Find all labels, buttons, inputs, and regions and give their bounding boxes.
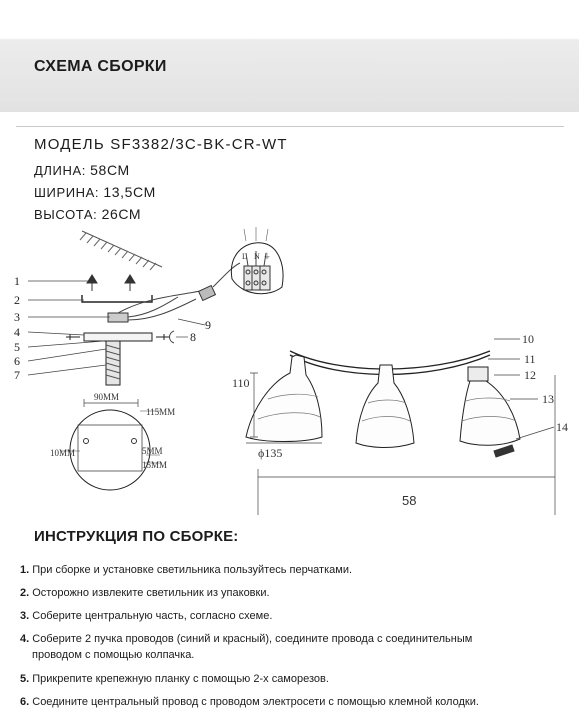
step-number: 5. bbox=[20, 673, 30, 685]
instructions-title: ИНСТРУКЦИЯ ПО СБОРКЕ: bbox=[34, 528, 239, 545]
header-band bbox=[0, 0, 579, 112]
part-label-3: 3 bbox=[14, 310, 20, 324]
instruction-step bbox=[20, 671, 479, 687]
dim-overall-length: 58 bbox=[402, 493, 417, 508]
step-text: Соберите 2 пучка проводов (синий и красный), соедините провода с соединительным bbox=[32, 633, 473, 645]
instructions-list bbox=[20, 562, 479, 717]
spec-height-label: ВЫСОТА: bbox=[34, 207, 98, 222]
part-label-4: 4 bbox=[14, 325, 20, 339]
instruction-step bbox=[20, 562, 479, 578]
part-label-14: 14 bbox=[556, 420, 568, 434]
step-text: Осторожно извлеките светильник из упаковки. bbox=[32, 587, 270, 599]
shade-center bbox=[356, 365, 414, 448]
dim-hole-right: 5MM bbox=[142, 446, 163, 456]
spec-width-value: 13,5СМ bbox=[103, 184, 156, 200]
part-label-6: 6 bbox=[14, 354, 20, 368]
page-title: СХЕМА СБОРКИ bbox=[34, 58, 167, 75]
part-label-7: 7 bbox=[14, 368, 20, 382]
step-number: 6. bbox=[20, 696, 30, 708]
instruction-step bbox=[20, 585, 479, 601]
instruction-step bbox=[20, 608, 479, 624]
part-label-11: 11 bbox=[524, 352, 536, 366]
spec-length-value: 58СМ bbox=[90, 162, 130, 178]
step-text: Прикрепите крепежную планку с помощью 2-х саморезов. bbox=[32, 673, 329, 685]
mounting-bracket bbox=[82, 295, 152, 302]
part-label-2: 2 bbox=[14, 293, 20, 307]
spec-height-value: 26СМ bbox=[101, 206, 142, 222]
terminal-label-n: N bbox=[254, 252, 260, 261]
central-plate bbox=[66, 331, 174, 385]
part-label-10: 10 bbox=[522, 332, 534, 346]
dim-bottom: 15MM bbox=[142, 460, 168, 470]
instruction-step bbox=[20, 694, 479, 710]
dim-hole-left: 10MM bbox=[50, 448, 76, 458]
spec-height bbox=[34, 206, 141, 222]
shade-right bbox=[460, 367, 520, 457]
spec-width bbox=[34, 184, 156, 200]
dim-shade-diameter: ϕ135 bbox=[258, 446, 283, 460]
step-number: 4. bbox=[20, 633, 30, 645]
dim-plate-width: 90MM bbox=[94, 392, 120, 402]
dim-plate-outer: 115MM bbox=[146, 407, 176, 417]
step-number: 3. bbox=[20, 610, 30, 622]
terminal-label-l: L bbox=[242, 252, 247, 261]
step-number: 1. bbox=[20, 564, 30, 576]
divider bbox=[16, 126, 564, 127]
shade-left bbox=[246, 355, 322, 442]
part-label-9: 9 bbox=[205, 318, 211, 332]
part-label-1: 1 bbox=[14, 274, 20, 288]
step-text: Соедините центральный провод с проводом электросети с помощью клемной колодки. bbox=[32, 696, 479, 708]
step-text-continued: проводом с помощью колпачка. bbox=[32, 649, 195, 661]
step-text: Соберите центральную часть, согласно схеме. bbox=[32, 610, 273, 622]
ceiling-hatch bbox=[80, 231, 162, 270]
part-label-5: 5 bbox=[14, 340, 20, 354]
spec-length-label: ДЛИНА: bbox=[34, 163, 86, 178]
part-label-13: 13 bbox=[542, 392, 554, 406]
step-text: При сборке и установке светильника пользуйтесь перчатками. bbox=[32, 564, 353, 576]
instruction-step bbox=[20, 631, 479, 663]
step-number: 2. bbox=[20, 587, 30, 599]
screws bbox=[87, 275, 135, 291]
terminal-inset bbox=[231, 227, 283, 294]
model-name: МОДЕЛЬ SF3382/3C-BK-CR-WT bbox=[34, 136, 288, 153]
dim-shade-height: 110 bbox=[232, 376, 250, 390]
spec-width-label: ШИРИНА: bbox=[34, 185, 100, 200]
part-label-12: 12 bbox=[524, 368, 536, 382]
spec-length bbox=[34, 162, 130, 178]
part-label-8: 8 bbox=[190, 330, 196, 344]
terminal-block bbox=[108, 263, 240, 322]
assembly-diagram bbox=[0, 225, 579, 515]
terminal-label-ground: ⏚ bbox=[263, 252, 271, 261]
